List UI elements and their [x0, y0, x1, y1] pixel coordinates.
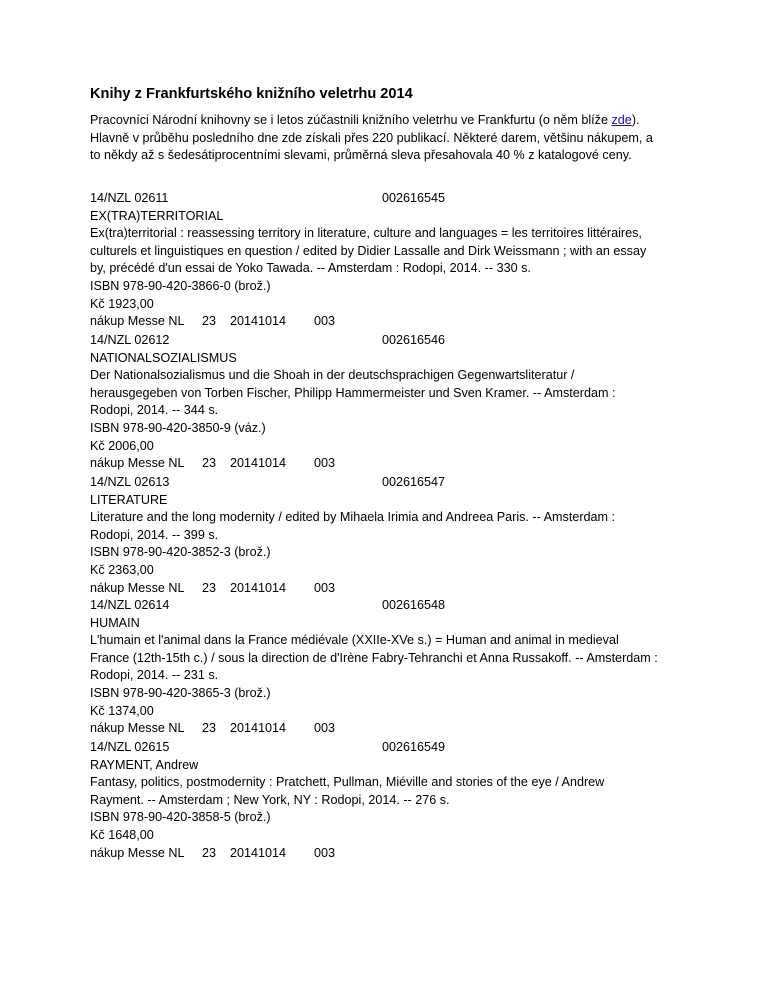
purchase-source: nákup Messe NL — [90, 845, 185, 860]
record-description-line: Rodopi, 2014. -- 344 s. — [90, 403, 219, 418]
purchase-source: nákup Messe NL — [90, 314, 185, 329]
record-purchase-row — [90, 720, 690, 738]
purchase-count: 23 — [202, 314, 217, 329]
purchase-source: nákup Messe NL — [90, 580, 185, 595]
intro-line-3: to někdy až s šedesátiprocentními slevami, průměrná sleva přesahovala 40 % z katalogové ceny. — [90, 148, 632, 163]
record-heading: RAYMENT, Andrew — [90, 757, 199, 772]
record-description-line: Rodopi, 2014. -- 231 s. — [90, 668, 219, 683]
purchase-date: 20141014 — [230, 456, 287, 471]
intro-line-1-text: Pracovníci Národní knihovny se i letos zúčastnili knižního veletrhu ve Frankfurtu (o něm blíže — [90, 113, 612, 127]
record-signature: 14/NZL 02613 — [90, 475, 170, 489]
record-purchase-row — [90, 845, 690, 863]
record-isbn: ISBN 978-90-420-3858-5 (brož.) — [90, 810, 271, 825]
purchase-code: 003 — [314, 721, 336, 736]
purchase-code: 003 — [314, 580, 336, 595]
record-header-row — [90, 190, 690, 208]
record-price: Kč 2006,00 — [90, 438, 154, 453]
catalog-record — [90, 597, 690, 738]
record-heading: EX(TRA)TERRITORIAL — [90, 208, 224, 223]
purchase-count: 23 — [202, 721, 217, 736]
record-isbn: ISBN 978-90-420-3850-9 (váz.) — [90, 420, 266, 435]
purchase-date: 20141014 — [230, 845, 287, 860]
record-description-line: L'humain et l'animal dans la France médiévale (XXIIe-XVe s.) = Human and animal in medieval — [90, 633, 619, 648]
record-description-line: France (12th-15th c.) / sous la direction de d'Irène Fabry-Tehranchi et Anna Russakoff. -- Amsterdam : — [90, 650, 658, 665]
record-description-line: Ex(tra)territorial : reassessing territory in literature, culture and languages = les territoires littéraires, — [90, 226, 642, 241]
purchase-date: 20141014 — [230, 721, 287, 736]
record-heading: HUMAIN — [90, 615, 140, 630]
purchase-count: 23 — [202, 845, 217, 860]
record-purchase-row — [90, 580, 690, 598]
record-header-row — [90, 739, 690, 757]
purchase-count: 23 — [202, 456, 217, 471]
purchase-code: 003 — [314, 314, 336, 329]
record-price: Kč 2363,00 — [90, 562, 154, 577]
record-purchase-row — [90, 313, 690, 331]
intro-line-2: Hlavně v průběhu posledního dne zde získali přes 220 publikací. Některé darem, většinu nákupem, a — [90, 130, 653, 145]
catalog-record — [90, 332, 690, 473]
catalog-record — [90, 474, 690, 597]
purchase-count: 23 — [202, 580, 217, 595]
record-price: Kč 1374,00 — [90, 703, 154, 718]
record-purchase-row — [90, 455, 690, 473]
record-system-number: 002616546 — [382, 333, 446, 347]
record-description-line: culturels et linguistiques en question / edited by Didier Lassalle and Dirk Weissmann ; with an essay — [90, 243, 647, 258]
zde-link[interactable]: zde — [611, 113, 632, 127]
purchase-code: 003 — [314, 456, 336, 471]
record-price: Kč 1648,00 — [90, 827, 154, 842]
record-system-number: 002616545 — [382, 191, 446, 205]
purchase-date: 20141014 — [230, 580, 287, 595]
record-signature: 14/NZL 02612 — [90, 333, 170, 347]
purchase-source: nákup Messe NL — [90, 456, 185, 471]
catalog-record — [90, 739, 690, 862]
record-heading: LITERATURE — [90, 492, 168, 507]
purchase-code: 003 — [314, 845, 336, 860]
purchase-source: nákup Messe NL — [90, 721, 185, 736]
record-signature: 14/NZL 02614 — [90, 598, 170, 612]
record-description-line: Der Nationalsozialismus und die Shoah in der deutschsprachigen Gegenwartsliteratur / — [90, 368, 575, 383]
record-signature: 14/NZL 02615 — [90, 740, 170, 754]
record-isbn: ISBN 978-90-420-3866-0 (brož.) — [90, 278, 271, 293]
intro-line-1-end: ). — [631, 113, 640, 127]
record-description-line: Fantasy, politics, postmodernity : Pratchett, Pullman, Miéville and stories of the eye / Andrew — [90, 775, 605, 790]
record-header-row — [90, 597, 690, 615]
record-heading: NATIONALSOZIALISMUS — [90, 350, 237, 365]
record-system-number: 002616547 — [382, 475, 446, 489]
record-price: Kč 1923,00 — [90, 296, 154, 311]
intro-line-1 — [90, 112, 690, 130]
record-header-row — [90, 474, 690, 492]
record-description-line: Literature and the long modernity / edited by Mihaela Irimia and Andreea Paris. -- Amsterdam : — [90, 510, 616, 525]
record-description-line: Rayment. -- Amsterdam ; New York, NY : Rodopi, 2014. -- 276 s. — [90, 792, 450, 807]
record-isbn: ISBN 978-90-420-3865-3 (brož.) — [90, 685, 271, 700]
record-isbn: ISBN 978-90-420-3852-3 (brož.) — [90, 545, 271, 560]
record-system-number: 002616548 — [382, 598, 446, 612]
record-signature: 14/NZL 02611 — [90, 191, 169, 205]
catalog-record — [90, 190, 690, 331]
page-title: Knihy z Frankfurtského knižního veletrhu 2014 — [90, 86, 413, 102]
record-description-line: herausgegeben von Torben Fischer, Philipp Hammermeister und Sven Kramer. -- Amsterdam : — [90, 385, 616, 400]
record-description-line: by, précédé d'un essai de Yoko Tawada. -- Amsterdam : Rodopi, 2014. -- 330 s. — [90, 261, 531, 276]
purchase-date: 20141014 — [230, 314, 287, 329]
record-system-number: 002616549 — [382, 740, 446, 754]
intro-paragraph — [90, 112, 690, 165]
record-header-row — [90, 332, 690, 350]
record-description-line: Rodopi, 2014. -- 399 s. — [90, 527, 219, 542]
